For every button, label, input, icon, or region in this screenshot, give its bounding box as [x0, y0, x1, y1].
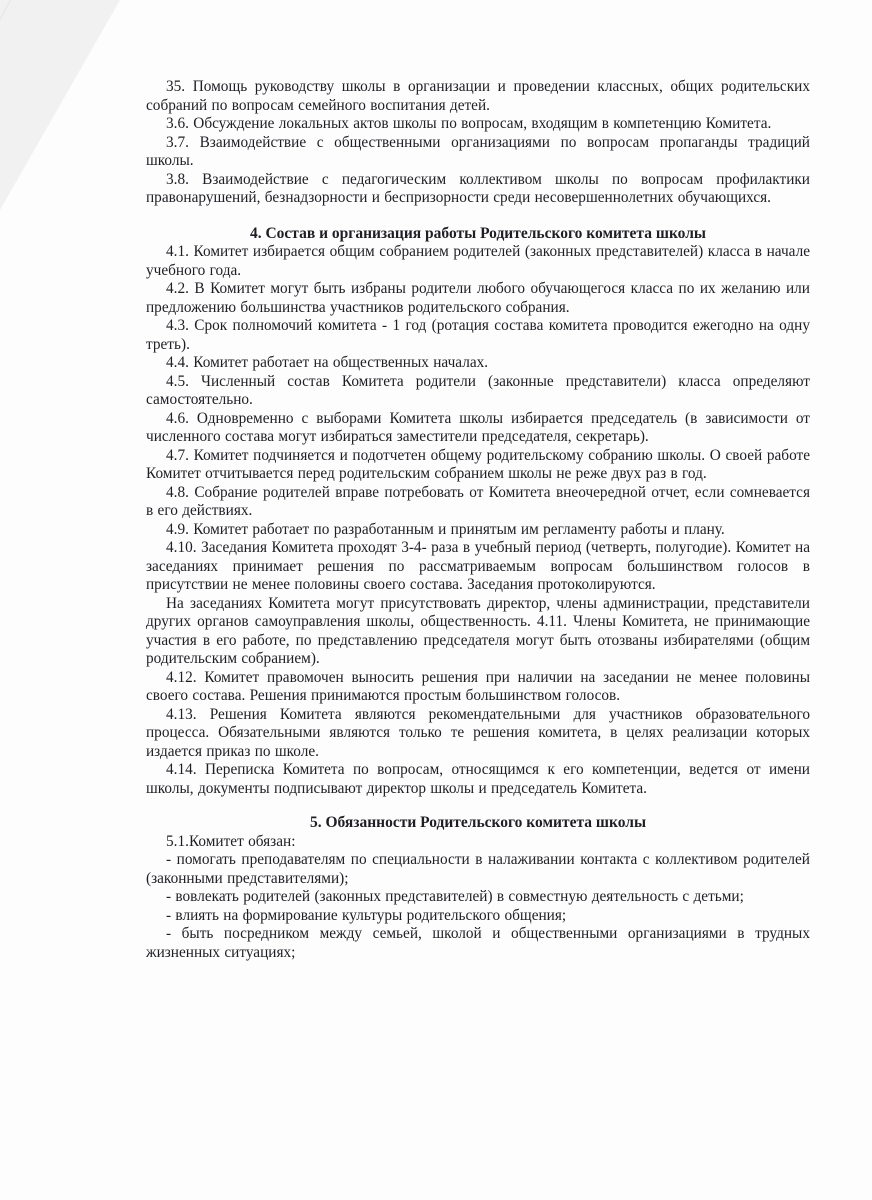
paragraph-4-7: 4.7. Комитет подчиняется и подотчетен общему родительскому собранию школы. О своей работе Комитет отчитывается перед родительским собранием школы не реже двух раз в год.	[146, 446, 810, 482]
paragraph-4-8: 4.8. Собрание родителей вправе потребовать от Комитета внеочередной отчет, если сомневается в его действиях.	[146, 483, 810, 519]
paragraph-4-12: 4.12. Комитет правомочен выносить решения при наличии на заседании не менее половины своего состава. Решения принимаются простым большинством голосов.	[146, 668, 810, 704]
list-item: - вовлекать родителей (законных представителей) в совместную деятельность с детьми;	[166, 888, 744, 905]
paragraph-4-2: 4.2. В Комитет могут быть избраны родители любого обучающегося класса по их желанию или предложению большинства участников родительского собрания.	[146, 280, 810, 316]
list-item: - влиять на формирование культуры родительского общения;	[166, 906, 567, 924]
paragraph-4-10: 4.10. Заседания Комитета проходят 3-4- раза в учебный период (четверть, полугодие). Комитет на заседаниях принимает решения по рассматриваемым вопросам большинством голосов в присутствии не менее половины своего состава. Заседания протоколируются.	[146, 539, 810, 593]
section-5	[146, 814, 810, 962]
paragraph-3-8: 3.8. Взаимодействие с педагогическим коллективом школы по вопросам профилактики правонарушений, безнадзорности и беспризорности среди несовершеннолетних обучающихся.	[146, 170, 810, 206]
paragraph-3-5: 35. Помощь руководству школы в организации и проведении классных, общих родительских собраний по вопросам семейного воспитания детей.	[146, 78, 810, 114]
paragraph-4-1: 4.1. Комитет избирается общим собранием родителей (законных представителей) класса в начале учебного года.	[146, 243, 810, 279]
section3-tail	[146, 78, 810, 208]
paragraph-4-5: 4.5. Численный состав Комитета родители (законные представители) класса определяют самостоятельно.	[146, 372, 810, 408]
paragraph-4-4: 4.4. Комитет работает на общественных началах.	[166, 354, 489, 371]
list-item: - помогать преподавателям по специальности в налаживании контакта с коллективом родителей (законными представителями);	[146, 851, 810, 887]
paragraph-3-7: 3.7. Взаимодействие с общественными организациями по вопросам пропаганды традиций школы.	[146, 133, 810, 169]
paragraph-5-1: 5.1.Комитет обязан:	[166, 832, 296, 850]
list-item: - быть посредником между семьей, школой и общественными организациями в трудных жизненных ситуациях;	[146, 925, 810, 961]
section-4	[146, 225, 810, 799]
paragraph-4-9: 4.9. Комитет работает по разработанным и принятым им регламенту работы и плану.	[166, 520, 725, 538]
paragraph-4-14: 4.14. Переписка Комитета по вопросам, относящимся к его компетенции, ведется от имени школы, документы подписывают директор школы и председатель Комитета.	[146, 761, 810, 797]
section-4-heading: 4. Состав и организация работы Родительского комитета школы	[249, 224, 707, 242]
paragraph-4-11: На заседаниях Комитета могут присутствовать директор, члены администрации, представители других органов самоуправления школы, общественность. 4.11. Члены Комитета, не принимающие участия в его работе, по представлению председателя могут быть отозваны избирателями (общим родительским собранием).	[146, 594, 810, 667]
paragraph-4-3: 4.3. Срок полномочий комитета - 1 год (ротация состава комитета проводится ежегодно на одну треть).	[146, 317, 810, 353]
paragraph-4-6: 4.6. Одновременно с выборами Комитета школы избирается председатель (в зависимости от численного состава могут избираться заместители председателя, секретарь).	[146, 409, 810, 445]
paragraph-4-13: 4.13. Решения Комитета являются рекомендательными для участников образовательного процесса. Обязательными являются только те решения комитета, в целях реализации которых издается приказ по школе.	[146, 705, 810, 760]
page-fold-shadow	[0, 0, 120, 210]
document-body	[146, 78, 810, 962]
section-5-heading: 5. Обязанности Родительского комитета школы	[309, 814, 647, 831]
paragraph-3-6: 3.6. Обсуждение локальных актов школы по вопросам, входящим в компетенцию Комитета.	[166, 115, 772, 132]
